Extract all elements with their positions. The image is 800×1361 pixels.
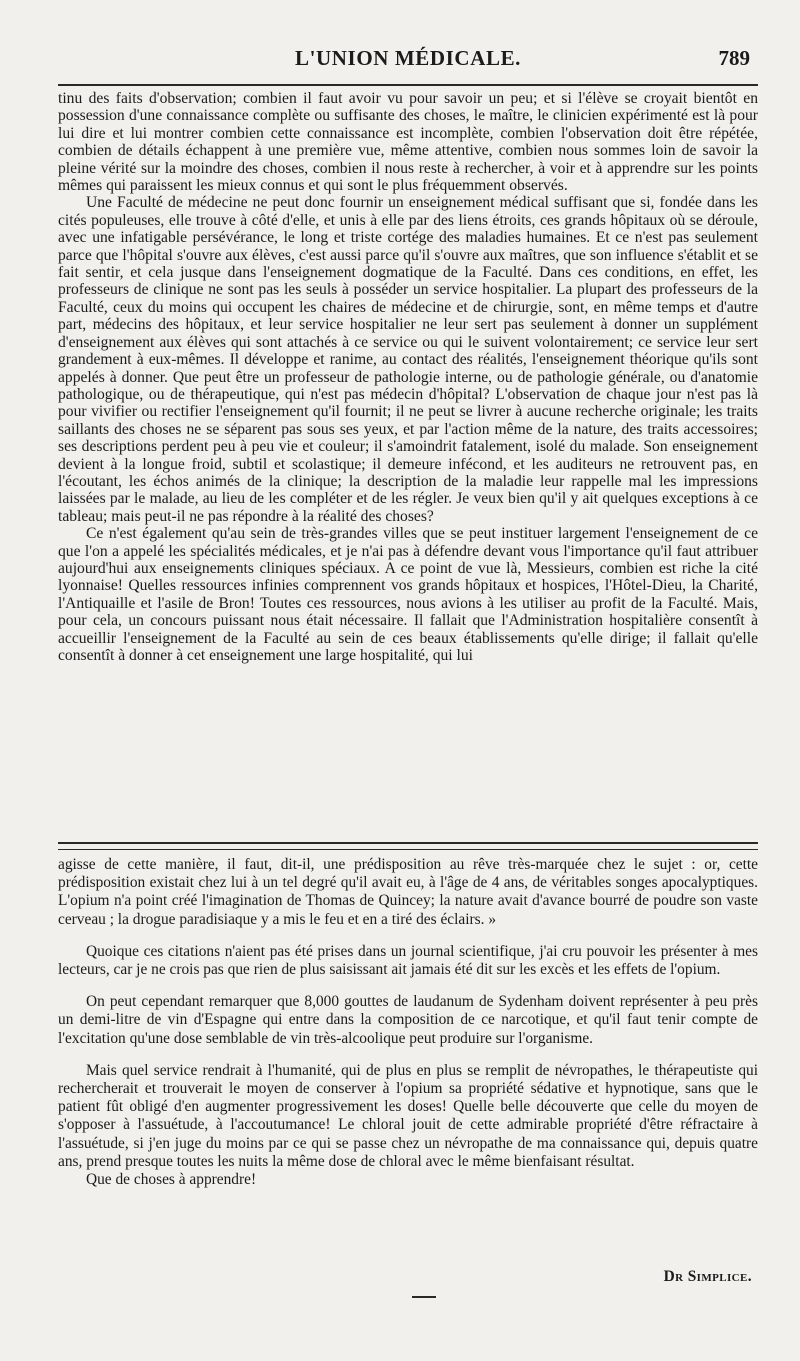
- feuilleton-paragraph: On peut cependant remarquer que 8,000 gouttes de laudanum de Sydenham doivent représenter à peu près un demi-litre de vin d'Espagne qui entre dans la composition de ce narcotique, et qu'il faut tenir compte de l'excitation qu'une dose semblable de vin très-alcoolique peut produire sur l'organisme.: [58, 993, 758, 1047]
- page-header: [58, 44, 758, 78]
- end-rule: [412, 1296, 436, 1298]
- feuilleton-paragraph: agisse de cette manière, il faut, dit-il, une prédisposition au rêve très-marquée chez le sujet : or, cette prédisposition existait chez lui à un tel degré qu'il avait eu, à l'âge de 4 ans, de véritables songes apocalyptiques. L'opium n'a point créé l'imagination de Thomas de Quincey; la nature avait d'avance bourré de poudre son vaste cerveau ; la drogue paradisiaque y a mis le feu et en a tiré des éclairs. »: [58, 856, 758, 928]
- section-divider: [58, 842, 758, 850]
- feuilleton-paragraph: Que de choses à apprendre!: [86, 1171, 257, 1189]
- feuilleton-paragraph: Quoique ces citations n'aient pas été prises dans un journal scientifique, j'ai cru pouvoir les présenter à mes lecteurs, car je ne crois pas que rien de plus saisissant ait jamais été dit sur les excès et les effets de l'opium.: [58, 942, 758, 979]
- feuilleton-paragraph: Mais quel service rendrait à l'humanité, qui de plus en plus se remplit de névropathes, le thérapeutiste qui rechercherait et trouverait le moyen de conserver à l'opium sa propriété sédative et hypnotique, sans que le patient fût obligé d'en augmenter progressivement les doses! Quelle belle découverte que celle du moyen de s'opposer à l'assuétude, à l'accoutumance! Le chloral jouit de cette admirable propriété d'être réfractaire à l'assuétude, si j'en juge du moins par ce qui se passe chez un névropathe de ma connaissance qui, depuis quatre ans, prend presque toutes les nuits la même dose de chloral avec le même bienfaisant résultat.: [58, 1061, 758, 1170]
- running-title: L'UNION MÉDICALE.: [294, 46, 522, 70]
- header-rule: [58, 84, 758, 86]
- author-signature: Dr Simplice.: [663, 1268, 752, 1285]
- main-article-text: [58, 90, 758, 664]
- page-number: 789: [718, 46, 750, 70]
- feuilleton-text: [58, 856, 758, 1189]
- article-paragraph: Ce n'est également qu'au sein de très-grandes villes que se peut instituer largement l'enseignement de ce que l'on a appelé les spécialités médicales, et je n'ai pas à défendre devant vous l'importance qu'il faut attribuer aujourd'hui aux enseignements cliniques spéciaux. A ce point de vue là, Messieurs, combien est riche la cité lyonnaise! Quelles ressources infinies comprennent vos grands hôpitaux et hospices, l'Hôtel-Dieu, la Charité, l'Antiquaille et l'asile de Bron! Toutes ces ressources, nous avions à les utiliser au profit de la Faculté. Mais, pour cela, un concours puissant nous était nécessaire. Il fallait que l'Administration hospitalière consentît à accueillir l'enseignement de la Faculté au sein de ces beaux établissements qu'elle dirige; il fallait qu'elle consentît à donner à cet enseignement une large hospitalité, qui lui: [58, 525, 758, 664]
- article-paragraph: Une Faculté de médecine ne peut donc fournir un enseignement médical suffisant que si, fondée dans les cités populeuses, elle trouve à côté d'elle, et unis à elle par des liens étroits, ces grands hôpitaux où se déroule, avec une infatigable persévérance, le long et triste cortége des maladies humaines. Et ce n'est pas seulement parce que l'hôpital s'ouvre aux élèves, c'est aussi parce qu'il s'ouvre aux maîtres, que son influence s'établit et se fait sentir, et cela jusque dans l'enseignement dogmatique de la Faculté. Dans ces conditions, en effet, les professeurs de clinique ne sont pas les seuls à posséder un service hospitalier. La plupart des professeurs de la Faculté, ceux du moins qui occupent les chaires de médecine et de chirurgie, sont, en même temps et d'autre part, médecins des hôpitaux, et leur service hospitalier ne leur sert pas seulement à donner un supplément d'enseignement aux élèves qui sont attachés à ce service ou qui le suivent volontairement; ce service leur sert grandement à eux-mêmes. Il développe et ranime, au contact des réalités, l'enseignement théorique qu'ils sont appelés à donner. Que peut être un professeur de pathologie interne, ou de pathologie générale, ou d'anatomie pathologique, ou de thérapeutique, qui n'est pas médecin d'hôpital? L'observation de chaque jour n'est pas là pour vivifier ou rectifier l'enseignement qu'il fournit; il ne peut se livrer à aucune recherche originale; les traits saillants des choses ne se séparent pas sous ses yeux, et par l'action même de la nature, des traits accessoires; ses descriptions perdent peu à peu vie et couleur; il s'amoindrit fatalement, isolé du malade. Son enseignement devient à la longue froid, subtil et scolastique; il demeure infécond, et les auditeurs ne retrouvent pas, en l'écoutant, les échos animés de la clinique; la description de la maladie leur rappelle mal les impressions laissées par le malade, au lieu de les compléter et de les régler. Je veux bien qu'il y ait quelques exceptions à ce tableau; mais peut-il ne pas répondre à la réalité des choses?: [58, 194, 758, 525]
- article-paragraph: tinu des faits d'observation; combien il faut avoir vu pour savoir un peu; et si l'élève se croyait bientôt en possession d'une connaissance complète ou suffisante des choses, le maître, le clinicien expérimenté est là pour lui dire et lui montrer combien cette connaissance est incomplète, combien l'observation doit être répétée, combien de détails échappent à une première vue, même attentive, combien nous sommes loin de savoir la pleine vérité sur la moindre des choses, combien il nous reste à rechercher, à voir et à apprendre sur les points mêmes qui paraissent les mieux connus et qui sont le plus fréquemment observés.: [58, 90, 758, 195]
